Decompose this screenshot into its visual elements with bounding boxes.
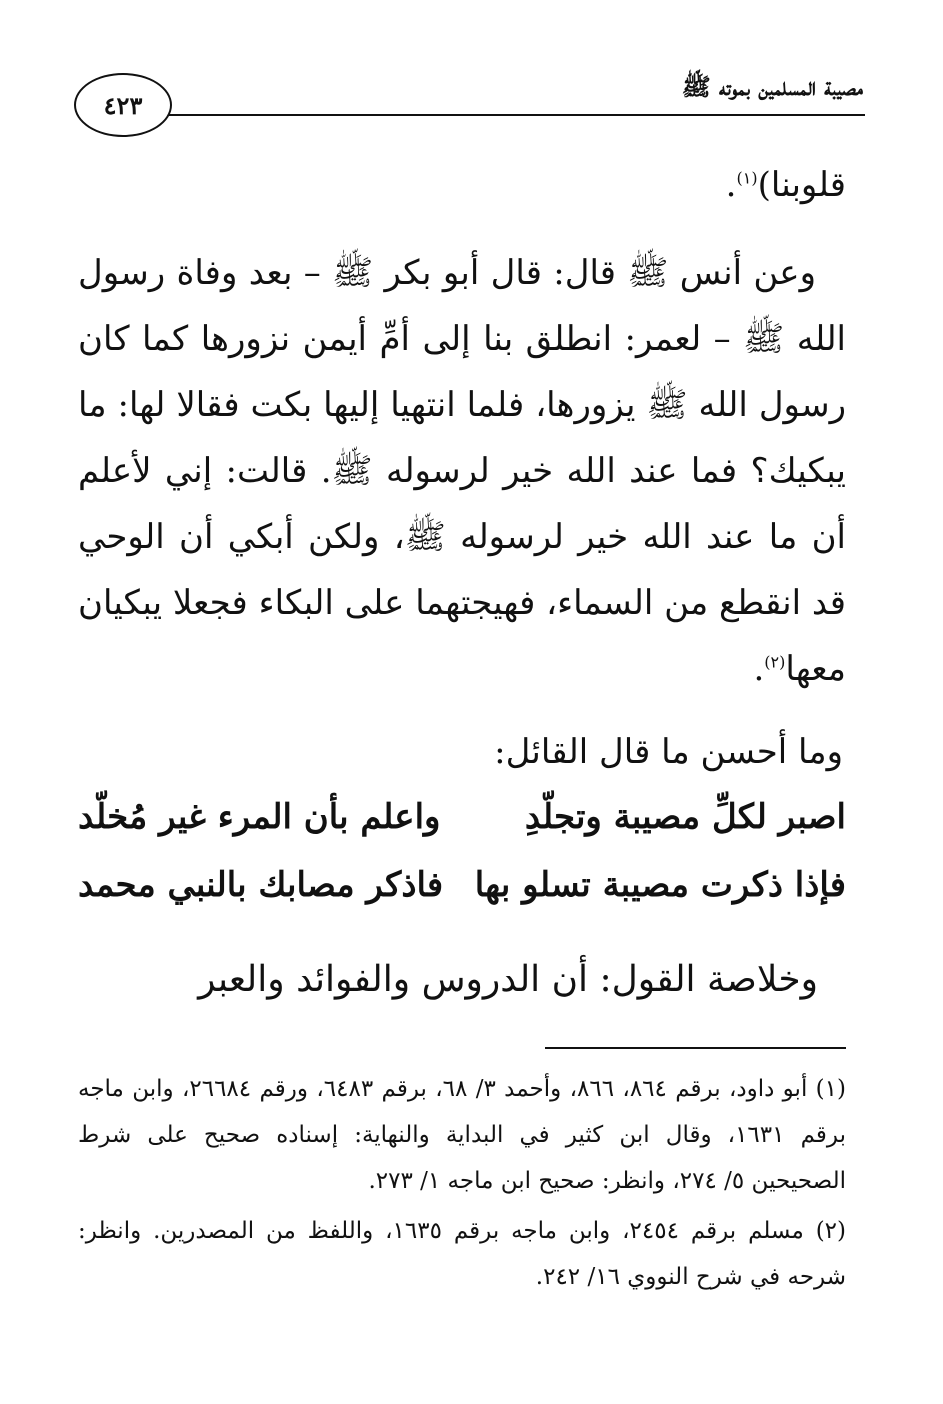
running-title: مصيبة المسلمين بموته ﷺ — [681, 72, 863, 101]
verse-first-hemistich: اصبر لكلِّ مصيبة وتجلّدِ — [524, 797, 846, 837]
verse-first-hemistich: فإذا ذكرت مصيبة تسلو بها — [474, 865, 846, 905]
footnotes — [78, 1066, 846, 1304]
footnote-separator — [545, 1047, 846, 1049]
verse-second-hemistich: فاذكر مصابك بالنبي محمد — [78, 865, 444, 905]
footnote-ref-2: (٢) — [764, 652, 786, 672]
footnote-ref-1: (١) — [736, 168, 758, 188]
header-rule — [160, 114, 865, 116]
page-number: ٤٢٣ — [74, 73, 172, 137]
continuation-line — [78, 152, 846, 218]
main-paragraph-text: وعن أنس ﷺ قال: قال أبو بكر ﷺ – بعد وفاة رسول الله ﷺ – لعمر: انطلق بنا إلى أمِّ أيمن نزورها كما كان رسول الله ﷺ يزورها، فلما انتهيا إليها بكت فقالا لها: ما يبكيك؟ فما عند الله خير لرسوله ﷺ. قالت: إني لأعلم أن ما عند الله خير لرسوله ﷺ، ولكن أبكي أن الوحي قد انقطع من السماء، فهيجتهما على البكاء فجعلا يبكيان معها — [78, 253, 846, 689]
footnote-2: (٢) مسلم برقم ٢٤٥٤، وابن ماجه برقم ١٦٣٥، واللفظ من المصدرين. وانظر: شرحه في شرح النووي ١٦/ ٢٤٢. — [78, 1218, 847, 1290]
main-paragraph-end: . — [753, 649, 765, 689]
main-paragraph — [78, 240, 846, 702]
continuation-end: . — [725, 165, 737, 205]
verse-second-hemistich: واعلم بأن المرء غير مُخلّد — [78, 797, 441, 837]
verse-line — [78, 787, 846, 847]
conclusion-line: وخلاصة القول: أن الدروس والفوائد والعبر — [198, 959, 818, 1000]
verse-line — [78, 855, 846, 915]
footnote-1: (١) أبو داود، برقم ٨٦٤، ٨٦٦، وأحمد ٣/ ٦٨، برقم ٦٤٨٣، ورقم ٢٦٦٨٤، وابن ماجه برقم ١٦٣١، وقال ابن كثير في البداية والنهاية: إسناده صحيح على شرط الصحيحين ٥/ ٢٧٤، وانظر: صحيح ابن ماجه ١/ ٢٧٣. — [78, 1076, 846, 1194]
poem-intro: وما أحسن ما قال القائل: — [494, 732, 843, 772]
continuation-text: قلوبنا) — [757, 165, 846, 205]
body-text — [78, 152, 846, 702]
